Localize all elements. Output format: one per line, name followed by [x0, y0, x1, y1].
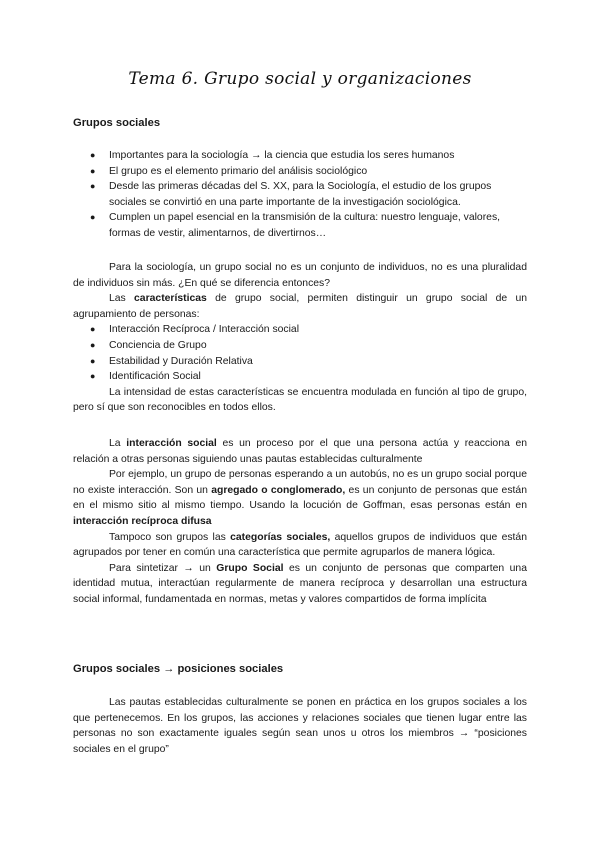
- section-heading-grupos-sociales: Grupos sociales: [73, 117, 161, 129]
- bullet-icon: ●: [90, 371, 96, 382]
- paragraph-categories: Tampoco son grupos las categorías sociales, aquellos grupos de individuos que están agrupados por tener en común una característica que permite agruparlos de manera lógica.: [73, 531, 527, 559]
- bullet-icon: ●: [90, 212, 96, 223]
- bullet-icon: ●: [90, 150, 96, 160]
- bullet-icon: ●: [90, 355, 96, 366]
- paragraph-synthesis: Para sintetizar → un Grupo Social es un conjunto de personas que comparten una identidad mutua, interactúan regularmente de manera recíproca y desarrollan una estructura social informal, fundamentada en normas, metas y valores compartidos de forma implícita: [73, 562, 527, 605]
- paragraph-positions: Las pautas establecidas culturalmente se ponen en práctica en los grupos sociales a los que pertenecemos. En los grupos, las acciones y relaciones sociales que tienen lugar entre las personas no son exactamente iguales según sean unos u otros los miembros → “posiciones sociales en el grupo”: [73, 697, 527, 755]
- list-item: ● Estabilidad y Duración Relativa: [73, 354, 527, 370]
- paragraph-social-interaction: La interacción social es un proceso por el que una persona actúa y reacciona en relación a otras personas siguiendo unas pautas establecidas culturalmente: [73, 438, 528, 465]
- body-block-positions: [73, 695, 527, 757]
- bullet-icon: ●: [90, 339, 96, 350]
- intro-bullet-list: [73, 148, 527, 242]
- paragraph-definition: Para la sociología, un grupo social no es un conjunto de individuos, no es una pluralidad de individuos sin más. ¿En qué se diferencia entonces?: [73, 262, 527, 289]
- list-item: ● Desde las primeras décadas del S. XX, para la Sociología, el estudio de los grupos sociales se convirtió en una parte importante de la investigación sociológica.: [90, 181, 492, 208]
- paragraph-characteristics: Las características de grupo social, permiten distinguir un grupo social de un agrupamiento de personas:: [73, 293, 527, 320]
- paragraph-example: Por ejemplo, un grupo de personas esperando a un autobús, no es un grupo social porque no existe interacción. Son un agregado o conglomerado, es un conjunto de personas que están en el mismo sitio al mismo tiempo. Usando la locución de Goffman, esas personas están en interacción recíproca difusa: [73, 469, 527, 527]
- page-title: Tema 6. Grupo social y organizaciones: [128, 69, 472, 89]
- characteristics-list: [73, 322, 527, 384]
- paragraph-intensity: La intensidad de estas características se encuentra modulada en función al tipo de grupo, pero sí que son reconocibles en todos ellos.: [73, 386, 527, 414]
- list-item: ● Importantes para la sociología → la ciencia que estudia los seres humanos: [73, 148, 527, 164]
- bullet-icon: ●: [90, 165, 96, 176]
- list-item: ● Interacción Recíproca / Interacción social: [73, 322, 527, 338]
- bullet-icon: ●: [90, 181, 96, 192]
- list-item: ● El grupo es el elemento primario del análisis sociológico: [73, 164, 527, 180]
- list-item: ● Identificación Social: [73, 369, 527, 385]
- section-heading-posiciones: Grupos sociales → posiciones sociales: [73, 663, 284, 675]
- body-block-interaction: [73, 436, 527, 608]
- body-block-characteristics: [73, 260, 527, 416]
- bullet-icon: ●: [90, 324, 96, 335]
- list-item: ● Cumplen un papel esencial en la transmisión de la cultura: nuestro lenguaje, valores, formas de vestir, alimentarnos, de divertirnos…: [90, 212, 501, 239]
- list-item: ● Conciencia de Grupo: [73, 338, 527, 354]
